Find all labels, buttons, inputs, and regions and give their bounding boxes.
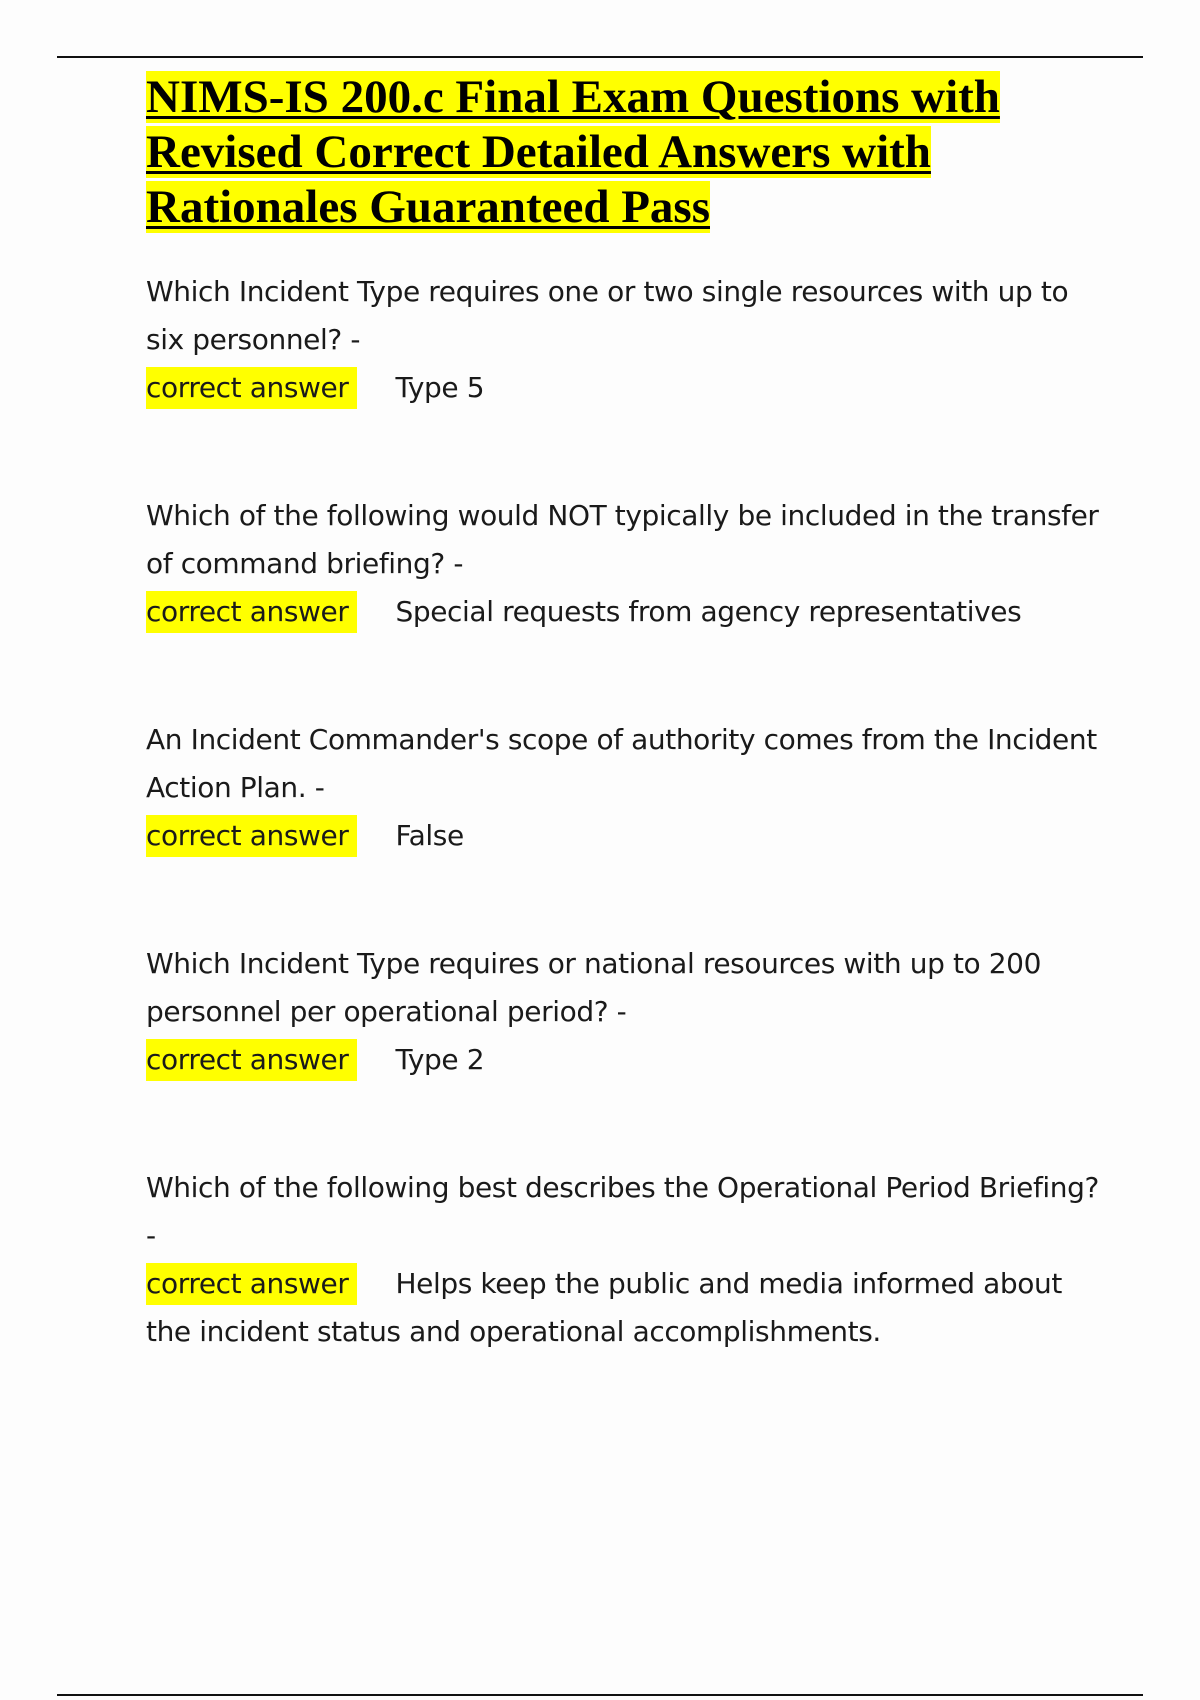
- answer-line: [146, 1036, 1106, 1084]
- question-text: Which of the following best describes the Operational Period Briefing? -: [146, 1171, 1099, 1252]
- answer-text: Type 5: [395, 371, 485, 404]
- document-body: [146, 70, 1106, 1356]
- answer-line: [146, 588, 1106, 636]
- document-title-text: NIMS-IS 200.c Final Exam Questions with Revised Correct Detailed Answers with Rationales Guaranteed Pass: [146, 71, 1000, 233]
- answer-text: False: [395, 819, 464, 852]
- qa-item-3: [146, 716, 1106, 860]
- header-rule: [57, 56, 1143, 58]
- qa-item-1: [146, 268, 1106, 412]
- correct-answer-tag: correct answer: [146, 367, 357, 409]
- correct-answer-tag: correct answer: [146, 591, 357, 633]
- question-text: Which Incident Type requires or national resources with up to 200 personnel per operational period? -: [146, 947, 1041, 1028]
- correct-answer-tag: correct answer: [146, 1039, 357, 1081]
- correct-answer-tag: correct answer: [146, 815, 357, 857]
- question-text: Which of the following would NOT typically be included in the transfer of command briefing? -: [146, 499, 1099, 580]
- correct-answer-tag: correct answer: [146, 1263, 357, 1305]
- answer-line: [146, 1260, 1106, 1356]
- qa-item-2: [146, 492, 1106, 636]
- question-text: An Incident Commander's scope of authority comes from the Incident Action Plan. -: [146, 723, 1097, 804]
- qa-item-5: [146, 1164, 1106, 1356]
- answer-line: [146, 364, 1106, 412]
- qa-item-4: [146, 940, 1106, 1084]
- answer-line: [146, 812, 1106, 860]
- answer-text: Helps keep the public and media informed about the incident status and operational accomplishments.: [146, 1267, 1062, 1348]
- answer-text: Special requests from agency representatives: [395, 595, 1022, 628]
- question-text: Which Incident Type requires one or two single resources with up to six personnel? -: [146, 275, 1069, 356]
- answer-text: Type 2: [395, 1043, 485, 1076]
- document-title: [146, 70, 1106, 235]
- footer-rule: [57, 1694, 1143, 1696]
